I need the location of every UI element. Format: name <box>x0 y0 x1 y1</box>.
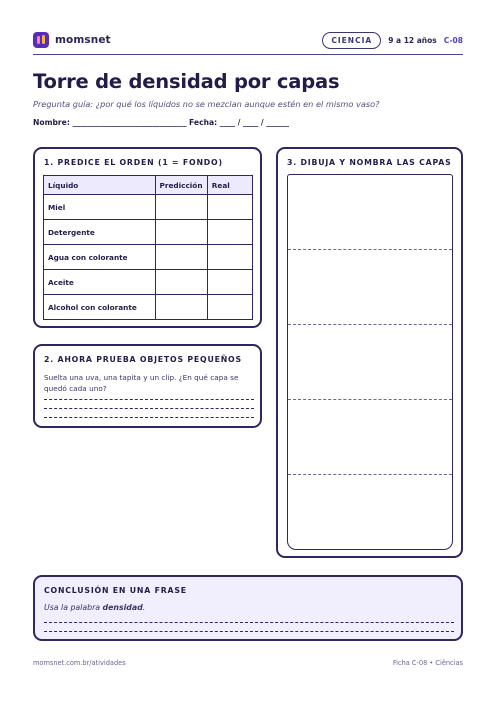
brand <box>33 32 111 48</box>
prediction-cell[interactable] <box>155 245 207 270</box>
answer-line[interactable] <box>44 408 254 409</box>
real-cell[interactable] <box>207 220 252 245</box>
header-divider <box>33 54 463 55</box>
answer-line[interactable] <box>44 622 454 623</box>
liquid-name: Alcohol con colorante <box>44 295 156 320</box>
conclusion-card <box>33 575 463 641</box>
real-cell[interactable] <box>207 270 252 295</box>
prediction-table <box>43 175 253 320</box>
brand-name: momsnet <box>55 34 111 46</box>
page-title: Torre de densidad por capas <box>33 70 340 93</box>
table-row <box>44 270 253 295</box>
section-title: 1. PREDICE EL ORDEN (1 = FONDO) <box>44 158 223 167</box>
instruction-suffix: . <box>142 603 146 612</box>
real-cell[interactable] <box>207 295 252 320</box>
layer-divider <box>288 324 452 325</box>
answer-line[interactable] <box>44 631 454 632</box>
instruction-prefix: Usa la palabra <box>44 603 103 612</box>
answer-line[interactable] <box>44 417 254 418</box>
column-header: Predicción <box>155 176 207 195</box>
momsnet-logo-icon <box>33 32 49 48</box>
keyword: densidad <box>102 603 143 612</box>
section-title: CONCLUSIÓN EN UNA FRASE <box>44 586 187 595</box>
column-header: Líquido <box>44 176 156 195</box>
table-row <box>44 220 253 245</box>
section-title: 3. DIBUJA Y NOMBRA LAS CAPAS <box>287 158 452 167</box>
liquid-name: Detergente <box>44 220 156 245</box>
sheet-code: C-08 <box>443 36 463 45</box>
layer-divider <box>288 474 452 475</box>
table-row <box>44 195 253 220</box>
subject-badge: CIENCIA <box>322 32 381 49</box>
layer-divider <box>288 249 452 250</box>
draw-layers-card <box>276 147 463 558</box>
name-date-line: Nombre: ______________________________ Fecha: ____ / ____ / ______ <box>33 118 290 127</box>
prediction-cell[interactable] <box>155 295 207 320</box>
real-cell[interactable] <box>207 195 252 220</box>
column-header: Real <box>207 176 252 195</box>
footer-url: momsnet.com.br/atividades <box>33 659 126 667</box>
layer-divider <box>288 399 452 400</box>
table-row <box>44 295 253 320</box>
prediction-cell[interactable] <box>155 195 207 220</box>
table-row <box>44 245 253 270</box>
liquid-name: Miel <box>44 195 156 220</box>
guiding-question: Pregunta guía: ¿por qué los líquidos no se mezclan aunque estén en el mismo vaso? <box>33 99 380 109</box>
liquid-name: Agua con colorante <box>44 245 156 270</box>
footer-sheet-id: Ficha C-08 • Ciências <box>392 659 463 667</box>
conclusion-instruction <box>44 603 145 612</box>
table-header-row <box>44 176 253 195</box>
prediction-cell[interactable] <box>155 220 207 245</box>
prediction-cell[interactable] <box>155 270 207 295</box>
section-title: 2. AHORA PRUEBA OBJETOS PEQUEÑOS <box>44 355 242 364</box>
header-tags <box>322 32 463 49</box>
small-objects-card <box>33 344 262 428</box>
age-range: 9 a 12 años <box>388 36 437 45</box>
instructions-text: Suelta una uva, una tapita y un clip. ¿En qué capa se quedó cada uno? <box>44 373 239 393</box>
drawing-jar[interactable] <box>287 174 453 550</box>
liquid-name: Aceite <box>44 270 156 295</box>
real-cell[interactable] <box>207 245 252 270</box>
predict-order-card <box>33 147 262 328</box>
answer-line[interactable] <box>44 399 254 400</box>
